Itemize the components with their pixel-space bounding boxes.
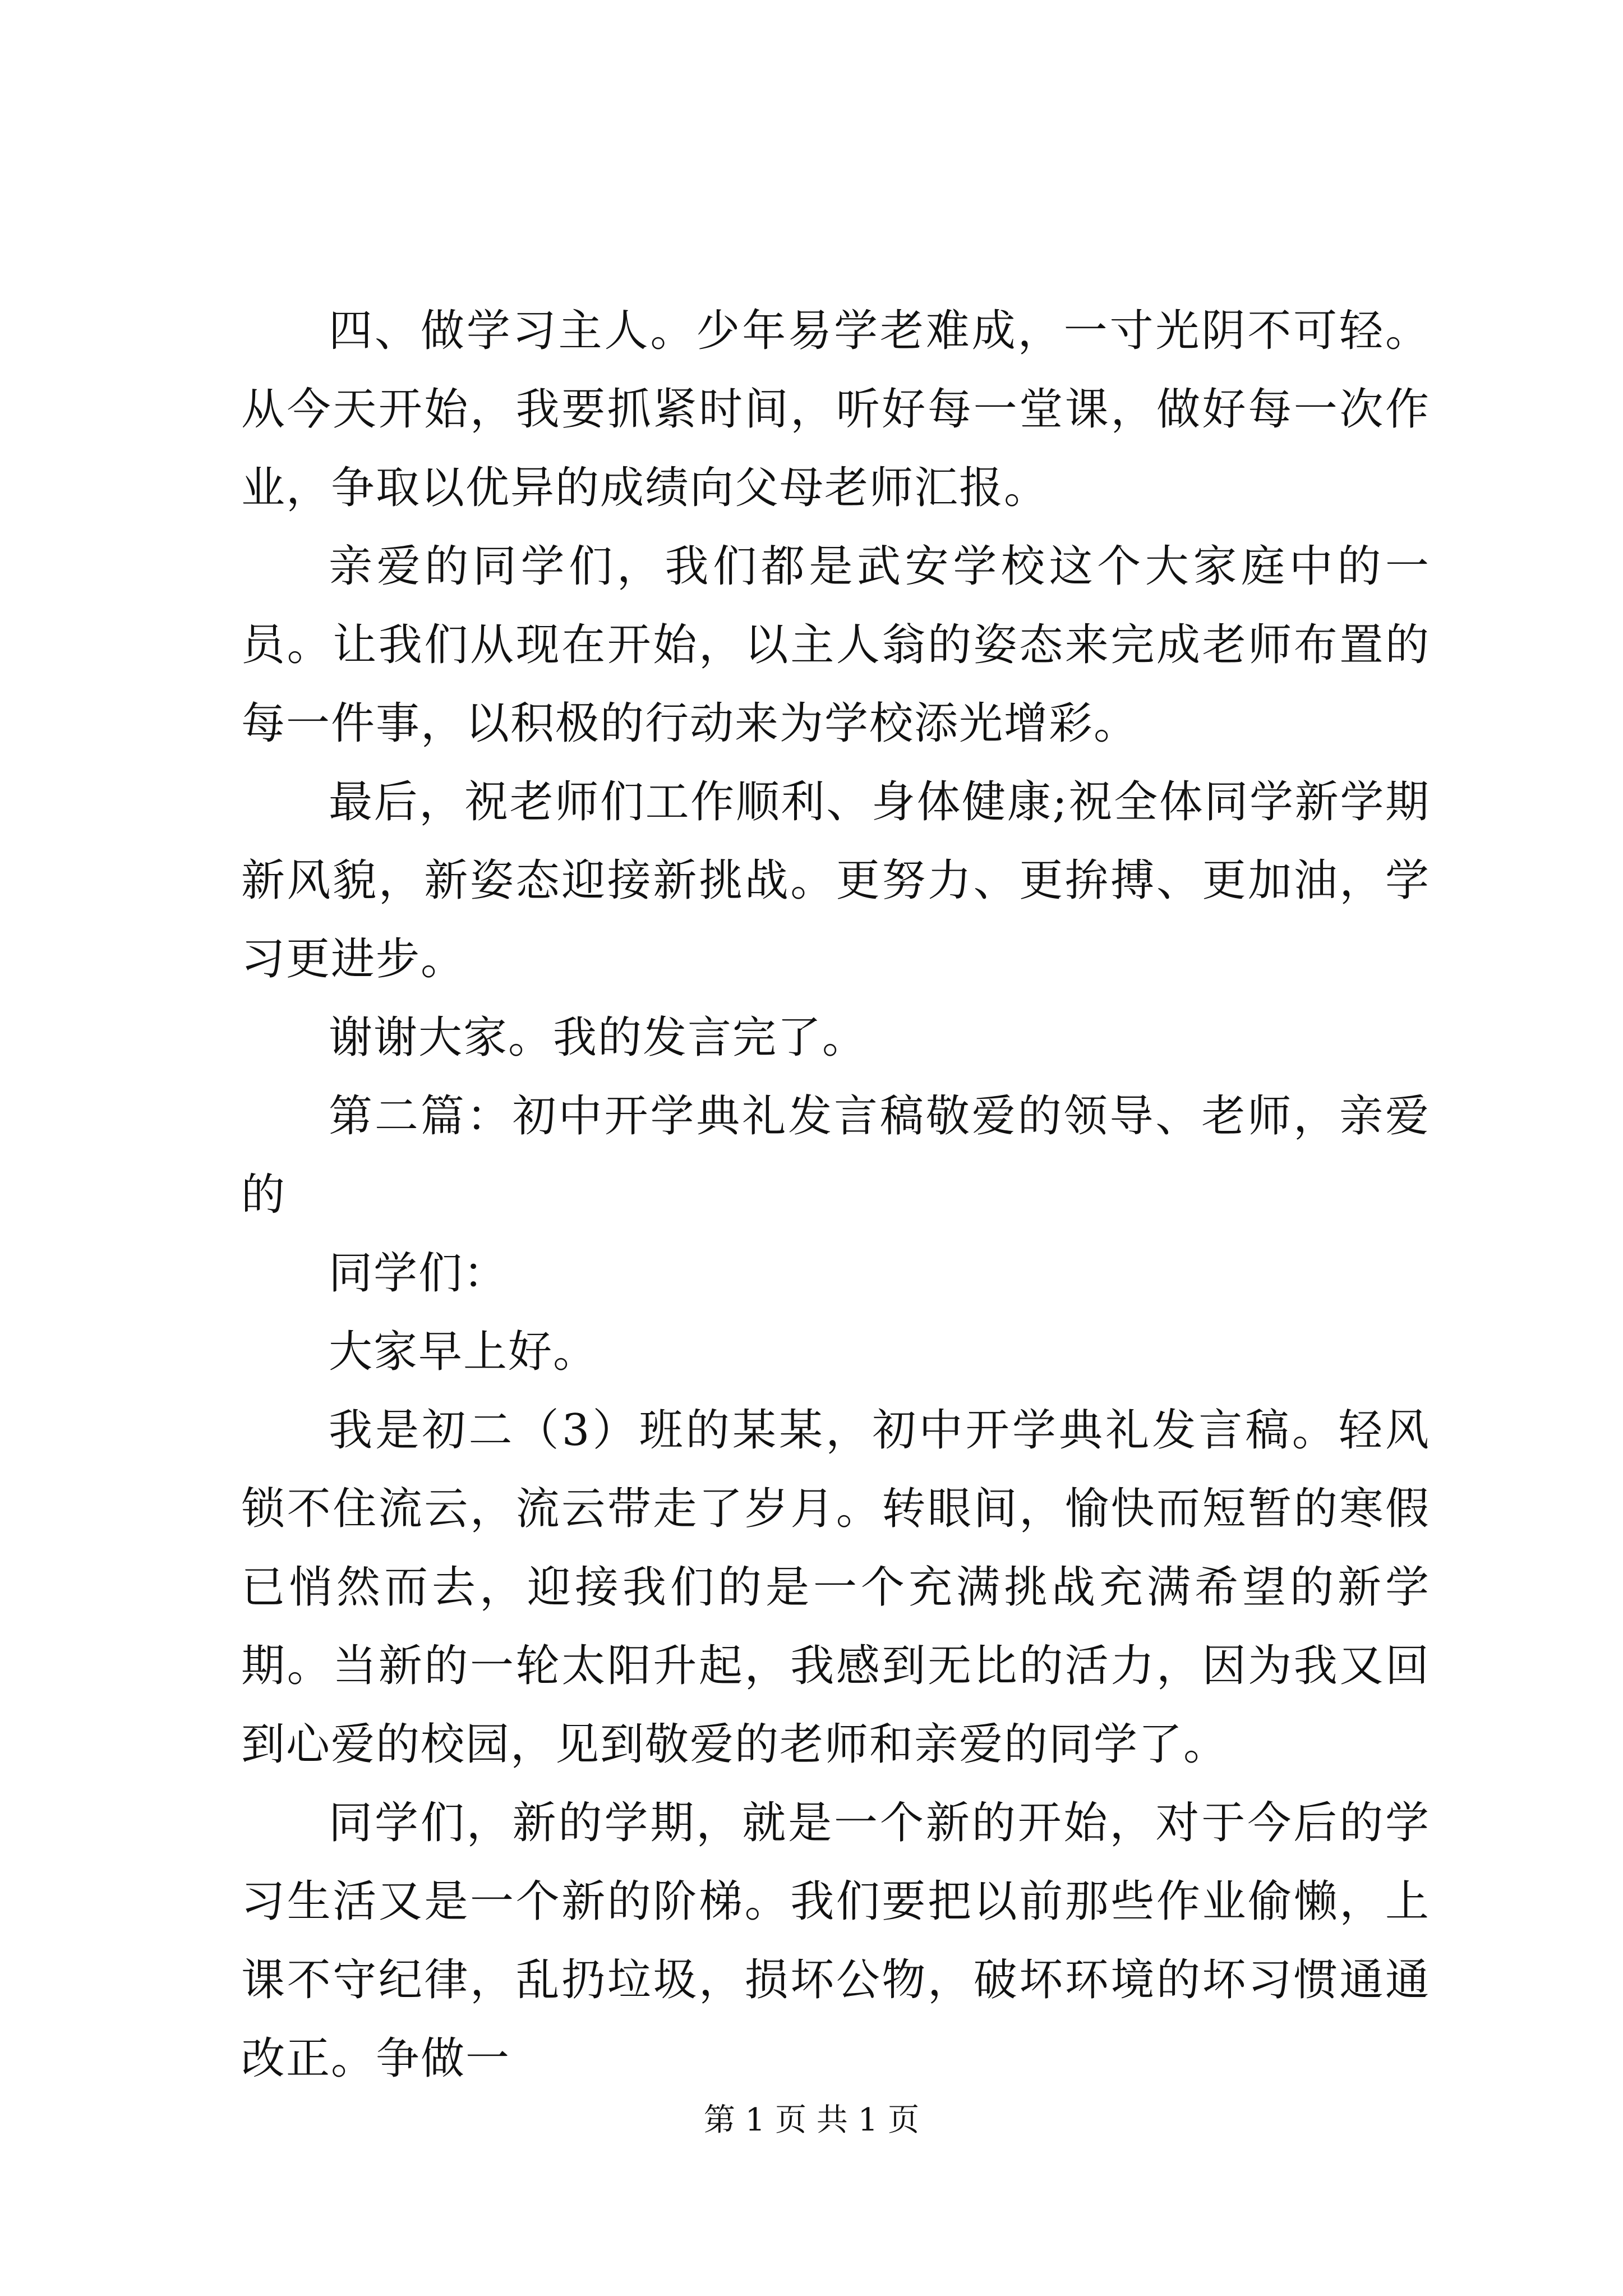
paragraph-thanks: 谢谢大家。我的发言完了。 <box>329 1013 868 1063</box>
paragraph-salutation: 同学们： <box>329 1248 509 1299</box>
paragraph-closing-wishes: 最后，祝老师们工作顺利、身体健康;祝全体同学新学期新风貌，新姿态迎接新挑战。更努力、更拚搏、更加油，学习更进步。 <box>241 777 1430 984</box>
document-body <box>241 292 1430 2098</box>
paragraph-new-semester: 同学们，新的学期，就是一个新的开始，对于今后的学习生活又是一个新的阶梯。我们要把以前那些作业偷懒，上课不守纪律，乱扔垃圾，损坏公物，破坏环境的坏习惯通通改正。争做一 <box>241 1798 1430 2084</box>
paragraph-study-owner: 四、做学习主人。少年易学老难成，一寸光阴不可轻。从今天开始，我要抓紧时间，听好每一堂课，做好每一次作业，争取以优异的成绩向父母老师汇报。 <box>241 306 1430 513</box>
paragraph-greeting: 大家早上好。 <box>329 1327 598 1377</box>
paragraph-self-intro: 我是初二（3）班的某某，初中开学典礼发言稿。轻风锁不住流云，流云带走了岁月。转眼间，愉快而短暂的寒假已悄然而去，迎接我们的是一个充满挑战充满希望的新学期。当新的一轮太阳升起，我感到无比的活力，因为我又回到心爱的校园，见到敬爱的老师和亲爱的同学了。 <box>241 1405 1430 1770</box>
paragraph-dear-classmates: 亲爱的同学们，我们都是武安学校这个大家庭中的一员。让我们从现在开始，以主人翁的姿态来完成老师布置的每一件事，以积极的行动来为学校添光增彩。 <box>241 541 1430 749</box>
paragraph-second-article-title: 第二篇：初中开学典礼发言稿敬爱的领导、老师，亲爱的 <box>241 1091 1430 1220</box>
page-footer: 第 1 页 共 1 页 <box>703 2102 920 2138</box>
